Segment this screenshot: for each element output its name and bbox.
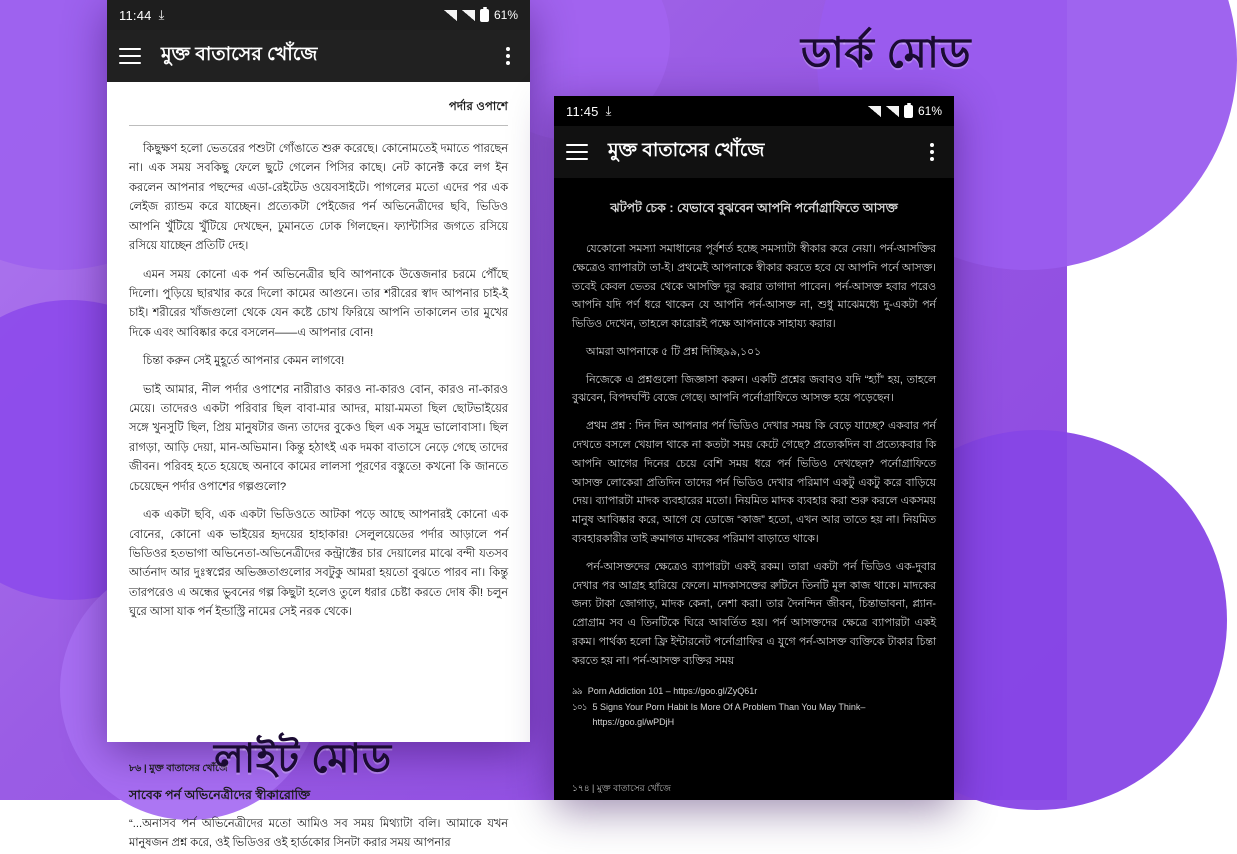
dark-mode-phone-screenshot (554, 96, 954, 800)
battery-percent: 61% (917, 104, 942, 118)
paragraph: পর্ন-আসক্তদের ক্ষেত্রেও ব্যাপারটা একই রকম। তারা একটা পর্ন ভিডিও এক-দুবার দেখার পর আগ্রহ হারিয়ে ফেলে। মাদকাসক্তের রুটিনে তিনটি মূল কাজ থাকে। মাদকের জন্য টাকা জোগাড়, মাদক কেনা, নেশা করা। তার দৈনন্দিন জীবন, চিন্তাভাবনা, প্ল্যান-প্রোগ্রাম সব এ তিনটিকে ঘিরে আবর্তিত হয়। পর্ন আসক্তদের ক্ষেত্রে ব্যাপারটা একই রকম। পার্থক্য হলো ফ্রি ইন্টারনেট পর্নোগ্রাফির এ যুগে পর্ন-আসক্ত ব্যক্তিকে টাকার চিন্তা করতে হয় না। পর্ন-আসক্ত ব্যক্তির সময় (572, 560, 936, 667)
footnote-text: Porn Addiction 101 – https://goo.gl/ZyQ61r (587, 686, 758, 697)
overflow-menu-icon[interactable] (498, 46, 518, 66)
signal-bars-icon (444, 10, 457, 21)
signal-bars-icon (868, 106, 881, 117)
paragraph: যেকোনো সমস্যা সমাধানের পূর্বশর্ত হচ্ছে সমস্যাটা স্বীকার করে নেয়া। পর্ন-আসক্তির ক্ষেত্রেও ব্যাপারটা তা-ই। প্রথমেই আপনাকে স্বীকার করতে হবে যে আপনি পর্নে আসক্ত। তবেই কেবল ভেতর থেকে আসক্তি দূর করার তাগাদা পাবেন। পর্ন-আসক্ত হবার পরেও আপনি যদি পর্ণ ধরে থাকেন যে আপনি পর্ন-আসক্ত না, শুধু মাঝেমধ্যে দু-একটা পর্ন ভিডিও দেখেন, তাহলে কারোরই পক্ষে আপনাকে সাহায্য করার। (572, 243, 936, 331)
download-icon: ⤓ (605, 103, 612, 118)
paragraph: এক একটা ছবি, এক একটা ভিডিওতে আটকা পড়ে আছে আপনারই কোনো এক বোনের, কোনো এক ভাইয়ের হৃদয়ের হাহাকার! সেলুলয়েডের পর্দার আড়ালে পর্ন ভিডিওর হতভাগা অভিনেতা-অভিনেত্রীদের কন্ট্রাক্টের চার দেয়ালের মাঝে বন্দী যতসব আর্তনাদ আর দুঃস্বপ্নের অভিজ্ঞতাগুলোর সবটুকু আমরা হয়তো বুঝতে পারব না। কিন্তু তারপরেও এ অন্ধের ভুবনের গল্প কিছুটা হলেও তুলে ধরার চেষ্টা করতে দোষ কী! চলুন ঘুরে আসা যাক পর্ন ইন্ডাস্ট্রি নামের সেই নরক থেকে। (129, 509, 508, 619)
paragraph: নিজেকে এ প্রশ্নগুলো জিজ্ঞাসা করুন। একটি প্রশ্নের জবাবও যদি “হ্যাঁ” হয়, তাহলে বুঝবেন, বিপদঘণ্টি বেজে গেছে। আপনি পর্নোগ্রাফিতে আসক্ত হয়ে পড়েছেন। (572, 373, 936, 405)
signal-bars-icon (462, 10, 475, 21)
download-icon: ⤓ (158, 7, 165, 22)
paragraph: কিছুক্ষণ হলো ভেতরের পশুটা গোঁঙাতে শুরু করেছে। কোনোমতেই দমাতে পারছেন না। এক সময় সবকিছু ফেলে ছুটে গেলেন পিসির কাছে। নেট কানেক্ট করে লগ ইন করলেন আপনার পছন্দের এডা-রেইটেড ওয়েবসাইটে। পাগলের মতো এদের পর এক লেইজ র‍্যান্ডম করে যাচ্ছেন। প্রত্যেকটা পেইজের পর্ন অভিনেত্রীদের ছবি, ভিডিও আপনি খুঁটিয়ে খুঁটিয়ে দেখছেন, ঢুমানতে ঢোক গিলছেন। ফ্যান্টাসির জগতে রসিয়ে রসিয়ে যাচ্ছেন প্রতিটি দেহ। (129, 143, 508, 253)
header-divider (129, 125, 508, 126)
footnote-item (572, 700, 936, 731)
app-bar-light (107, 30, 530, 82)
battery-icon (904, 105, 913, 118)
footnote-marker: ১০১ (572, 701, 587, 712)
overflow-menu-icon[interactable] (922, 142, 942, 162)
paragraph: আমরা আপনাকে ৫ টি প্রশ্ন দিচ্ছি৯৯,১০১ (586, 345, 761, 358)
footnote-item (572, 684, 936, 699)
chapter-title: ঝটপট চেক : যেভাবে বুঝবেন আপনি পর্নোগ্রাফিতে আসক্ত (610, 201, 898, 215)
battery-percent: 61% (493, 8, 518, 22)
status-time: 11:45 (566, 103, 599, 119)
app-title: মুক্ত বাতাসের খোঁজে (608, 140, 765, 161)
paragraph: “...অনাসব পর্ন অভিনেত্রীদের মতো আমিও সব সময় মিথ্যাটা বলি। আমাকে যখন মানুষজন প্রশ্ন করে, ওই ভিডিওর ওই হার্ডকোর সিনটা করার সময় আপনার (129, 817, 508, 850)
running-head: পর্দার ওপাশে (448, 101, 508, 113)
page-footer: ১৭৪ | মুক্ত বাতাসের খোঁজে (572, 783, 671, 793)
paragraph: এমন সময় কোনো এক পর্ন অভিনেত্রীর ছবি আপনাকে উত্তেজনার চরমে পৌঁছে দিলো। পুড়িয়ে ছারখার করে দিলো কামের আগুনে। তার শরীরের স্বাদ আপনার চাই-ই চাই। শরীরের খাঁজগুলো থেকে যেন কষ্টে চোখ ফিরিয়ে আপনি তাকালেন তার মুখের দিকে এবং আবিষ্কার করে বসলেন——এ আপনার বোন! (129, 268, 508, 339)
app-title: মুক্ত বাতাসের খোঁজে (161, 44, 318, 65)
dark-mode-label: ডার্ক মোড (800, 29, 971, 76)
paragraph: ভাই আমার, নীল পর্দার ওপাশের নারীরাও কারও না-কারও বোন, কারও না-কারও মেয়ে। তাদেরও একটা পরিবার ছিল বাবা-মার আদর, মায়া-মমতা ছিল ছোটভাইয়ের সঙ্গে খুনসুটি ছিল, প্রিয় মানুষটার জন্য তাদের বুকেও ছিল এক সমুদ্র ভালোবাসা। ছিল রাগড়া, আড়ি দেয়া, মান-অভিমান। কিন্তু হঠাৎই এক দমকা বাতাসে নেড়ে গেছে তাদের জীবন। পরিবহ হতে হয়েছে অনাবে কামের লালসা পূরণের বস্তুতে! কখনো কি জানতে চেয়েছেন পর্দার ওপাশের গল্পগুলো? (129, 383, 508, 493)
page-footer: ৮৬ | মুক্ত বাতাসের খোঁজে (129, 762, 228, 774)
paragraph: চিন্তা করুন সেই মুহূর্তে আপনার কেমন লাগবে! (143, 355, 345, 368)
hamburger-menu-icon[interactable] (119, 48, 141, 64)
signal-bars-icon (886, 106, 899, 117)
footnote-marker: ৯৯ (572, 686, 582, 697)
paragraph: প্রথম প্রশ্ন : দিন দিন আপনার পর্ন ভিডিও দেখার সময় কি বেড়ে যাচ্ছে? একবার পর্ন দেখতে বসলে খেয়াল থাকে না কতটা সময় কেটে গেছে? প্রত্যেকদিন বা প্রত্যেকবার কি আপনি আগের দিনের চেয়ে বেশি সময় ধরে পর্ন ভিডিও দেখছেন? পর্নোগ্রাফিতে আসক্ত লোকেরা প্রতিদিন তাদের পর্ন ভিডিও দেখার পরিমাণ একটু একটু করে বাড়িয়ে দেয়। ব্যাপারটা মাদক ব্যবহারের মতো। নিয়মিত মাদক ব্যবহার করা শুরু করলে একসময় মানুষ আবিষ্কার করে, আগে যে ডোজে “কাজ” হতো, এখন আর তাতে হয় না। নিয়মিত ব্যবহারকারীর তাই ক্রমাগত মাদকের পরিমাণ বাড়াতে থাকে। (572, 420, 936, 545)
light-mode-label: লাইট মোড (214, 737, 392, 781)
status-bar-dark (554, 96, 954, 126)
status-bar-light (107, 0, 530, 30)
status-time: 11:44 (119, 7, 152, 23)
section-heading: সাবেক পর্ন অভিনেত্রীদের স্বীকারোক্তি (129, 787, 311, 802)
footnotes (572, 684, 936, 730)
footnote-text: 5 Signs Your Porn Habit Is More Of A Problem Than You May Think– https://goo.gl/wPDjH (592, 701, 866, 727)
hamburger-menu-icon[interactable] (566, 144, 588, 160)
reader-content-dark[interactable] (554, 178, 954, 800)
app-bar-dark (554, 126, 954, 178)
battery-icon (480, 9, 489, 22)
